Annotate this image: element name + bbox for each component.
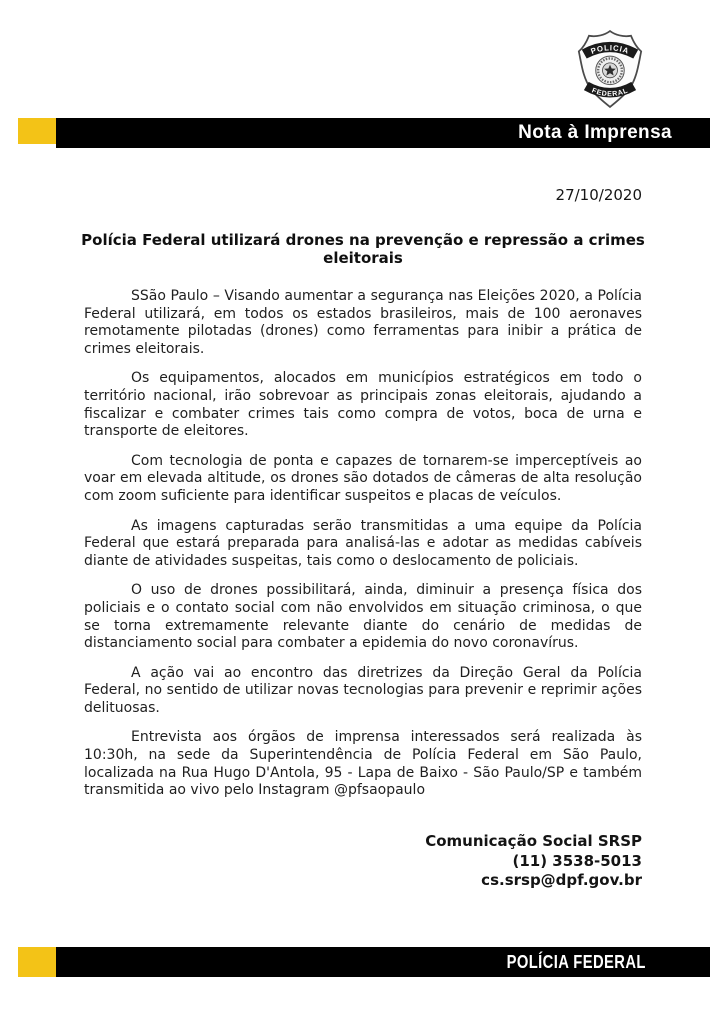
footer-banner	[56, 947, 710, 977]
badge-bottom-text: FEDERAL	[590, 86, 630, 99]
contact-email: cs.srsp@dpf.gov.br	[481, 871, 642, 889]
document-body	[84, 288, 642, 812]
header-banner-label: Nota à Imprensa	[518, 122, 672, 143]
document-date: 27/10/2020	[555, 186, 642, 204]
policia-federal-badge-icon	[576, 29, 644, 109]
contact-department: Comunicação Social SRSP	[425, 832, 642, 850]
header-banner	[56, 118, 710, 148]
body-paragraph: Entrevista aos órgãos de imprensa interessados será realizada às 10:30h, na sede da Superintendência de Polícia Federal em São Paulo, localizada na Rua Hugo D'Antola, 95 - Lapa de Baixo - São Paulo/SP e também transmitida ao vivo pelo Instagram @pfsaopaulo	[84, 729, 642, 799]
footer-accent-square	[18, 947, 56, 977]
document-title: Polícia Federal utilizará drones na prevenção e repressão a crimes eleitorais	[81, 231, 645, 267]
contact-block	[84, 832, 642, 891]
contact-phone: (11) 3538-5013	[512, 851, 642, 870]
body-paragraph: Com tecnologia de ponta e capazes de tornarem-se imperceptíveis ao voar em elevada altitude, os drones são dotados de câmeras de alta resolução com zoom suficiente para identificar suspeitos e placas de veículos.	[84, 452, 642, 504]
header-accent-square	[18, 118, 56, 144]
body-paragraph: O uso de drones possibilitará, ainda, diminuir a presença física dos policiais e o contato social com não envolvidos em situação criminosa, o que se torna extremamente relevante diante do cenário de medidas de distanciamento social para combater a epidemia do novo coronavírus.	[84, 582, 642, 652]
badge-top-text: POLICIA	[589, 43, 631, 56]
body-paragraph: Os equipamentos, alocados em municípios estratégicos em todo o território nacional, irão sobrevoar as principais zonas eleitorais, ajudando a fiscalizar e combater crimes tais como compra de votos, boca de urna e transporte de eleitores.	[84, 370, 642, 440]
footer-banner-label: POLÍCIA FEDERAL	[506, 951, 646, 972]
body-paragraph: SSão Paulo – Visando aumentar a segurança nas Eleições 2020, a Polícia Federal utilizará, em todos os estados brasileiros, mais de 100 aeronaves remotamente pilotadas (drones) como ferramentas para inibir a prática de crimes eleitorais.	[84, 288, 642, 357]
body-paragraph: A ação vai ao encontro das diretrizes da Direção Geral da Polícia Federal, no sentido de utilizar novas tecnologias para prevenir e reprimir ações delituosas.	[84, 664, 642, 716]
body-paragraph: As imagens capturadas serão transmitidas a uma equipe da Polícia Federal que estará preparada para analisá-las e adotar as medidas cabíveis diante de atividades suspeitas, tais como o deslocamento de policiais.	[84, 517, 642, 569]
